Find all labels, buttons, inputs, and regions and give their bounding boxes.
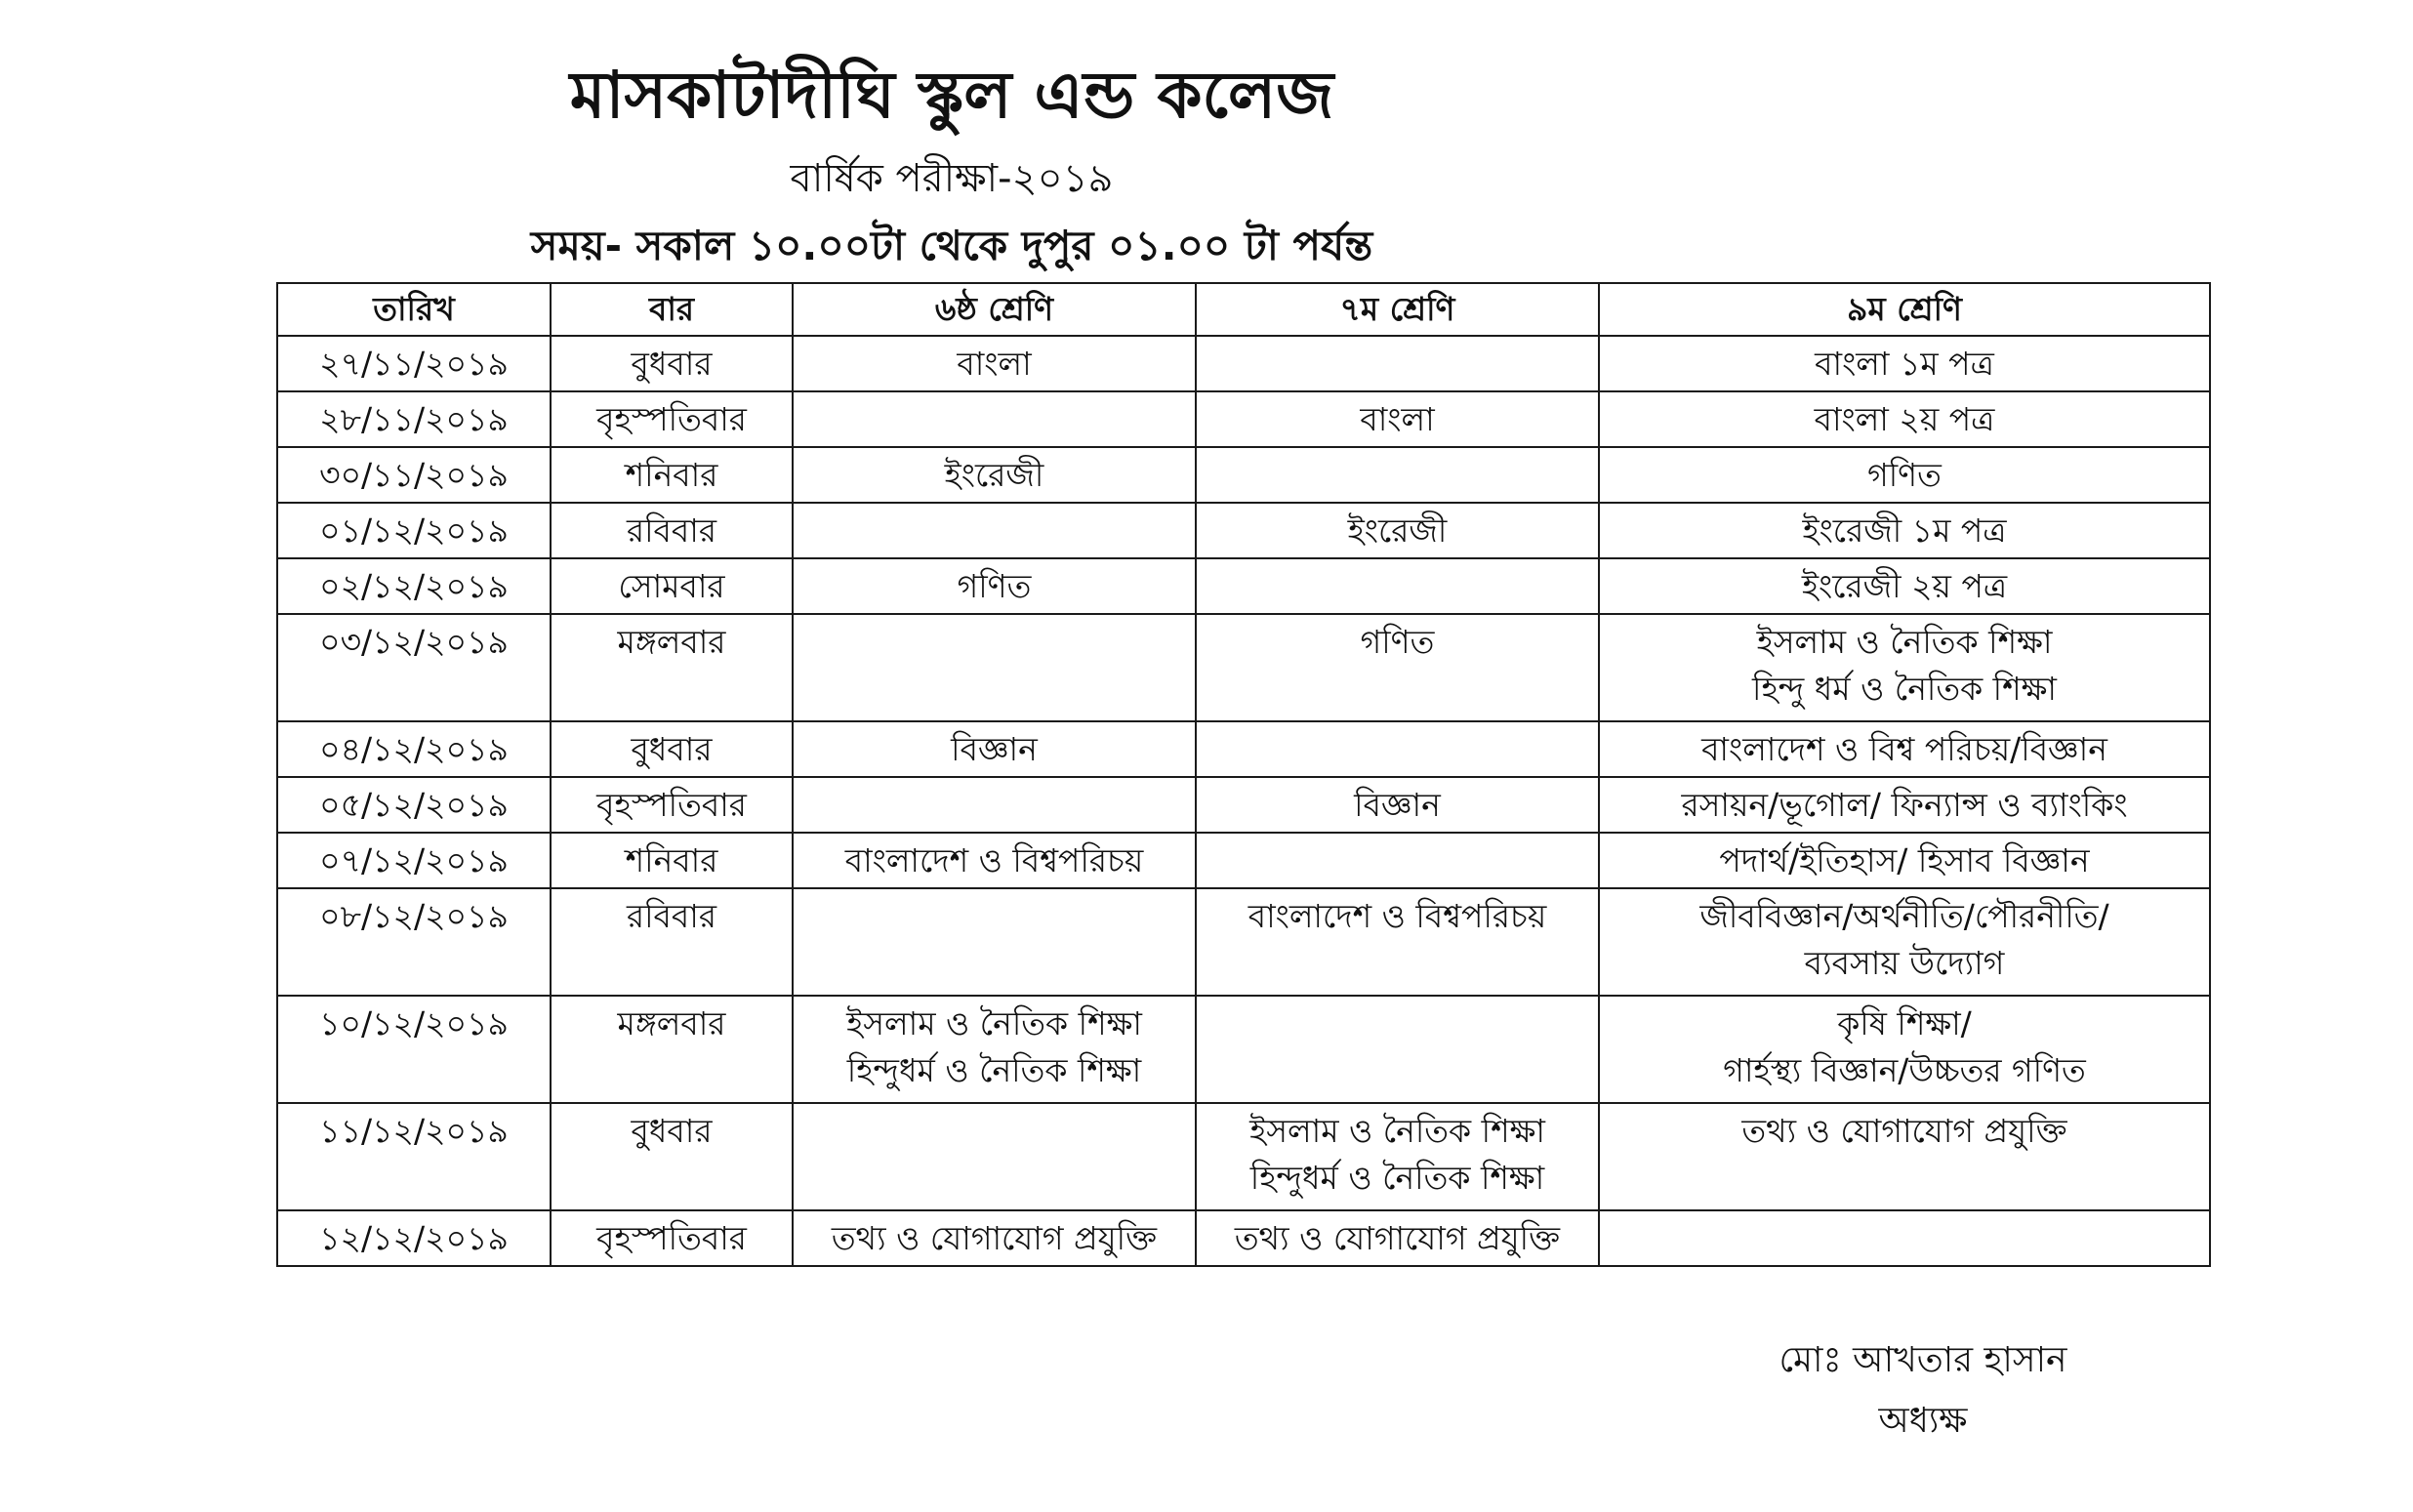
subject-line: বিজ্ঞান: [951, 730, 1038, 768]
exam-routine-table: [276, 282, 2211, 1267]
header-day: বার: [551, 283, 793, 336]
day-cell: বৃহস্পতিবার: [551, 391, 793, 447]
subject-line: গণিত: [1360, 623, 1435, 661]
class-7-cell: [1196, 447, 1599, 503]
subject-line: ইংরেজী ১ম পত্র: [1802, 511, 2007, 550]
table-row: [277, 721, 2210, 777]
subject-line: ইংরেজী: [1347, 511, 1448, 550]
class-9-cell: [1599, 336, 2210, 391]
subject-line: তথ্য ও যোগাযোগ প্রযুক্তি: [1741, 1112, 2067, 1150]
subject-line: বাংলাদেশ ও বিশ্বপরিচয়: [844, 841, 1144, 879]
date-cell: ০৪/১২/২০১৯: [277, 721, 551, 777]
class-6-cell: [793, 1103, 1196, 1210]
class-7-cell: [1196, 721, 1599, 777]
class-6-cell: [793, 447, 1196, 503]
signature-block: [1698, 1330, 2147, 1451]
header-date: তারিখ: [277, 283, 551, 336]
class-6-cell: [793, 503, 1196, 558]
exam-timing: সময়- সকাল ১০.০০টা থেকে দুপুর ০১.০০ টা পর্যন্ত: [530, 222, 1373, 269]
subject-line: পদার্থ/ইতিহাস/ হিসাব বিজ্ঞান: [1719, 841, 2090, 879]
date-cell: ০৩/১২/২০১৯: [277, 614, 551, 721]
table-header-row: [277, 283, 2210, 336]
class-7-cell: [1196, 1210, 1599, 1266]
table-row: [277, 336, 2210, 391]
class-6-cell: [793, 721, 1196, 777]
date-cell: ৩০/১১/২০১৯: [277, 447, 551, 503]
subject-line: হিন্দুধর্ম ও নৈতিক শিক্ষা: [846, 1051, 1142, 1089]
class-9-cell: [1599, 888, 2210, 996]
class-9-cell: [1599, 447, 2210, 503]
table-row: [277, 447, 2210, 503]
class-6-cell: [793, 1210, 1196, 1266]
class-7-cell: [1196, 996, 1599, 1103]
date-cell: ১০/১২/২০১৯: [277, 996, 551, 1103]
date-cell: ০৭/১২/২০১৯: [277, 833, 551, 888]
day-cell: বৃহস্পতিবার: [551, 777, 793, 833]
class-7-cell: [1196, 777, 1599, 833]
header-class-9: ৯ম শ্রেণি: [1599, 283, 2210, 336]
subject-line: হিন্দুধর্ম ও নৈতিক শিক্ষা: [1249, 1159, 1545, 1197]
day-cell: শনিবার: [551, 447, 793, 503]
subject-line: বাংলা: [957, 345, 1032, 383]
subject-line: ব্যবসায় উদ্যোগ: [1804, 944, 2005, 982]
class-9-cell: [1599, 996, 2210, 1103]
class-7-cell: [1196, 1103, 1599, 1210]
day-cell: বুধবার: [551, 336, 793, 391]
date-cell: ০২/১২/২০১৯: [277, 558, 551, 614]
class-6-cell: [793, 833, 1196, 888]
class-9-cell: [1599, 1210, 2210, 1266]
day-cell: বুধবার: [551, 1103, 793, 1210]
subject-line: ইসলাম ও নৈতিক শিক্ষা: [1249, 1112, 1545, 1150]
day-cell: রবিবার: [551, 888, 793, 996]
subject-line: বাংলা ১ম পত্র: [1815, 345, 1994, 383]
institution-name: মাসকাটাদীঘি স্কুল এন্ড কলেজ: [569, 58, 1334, 133]
date-cell: ১১/১২/২০১৯: [277, 1103, 551, 1210]
class-6-cell: [793, 391, 1196, 447]
subject-line: তথ্য ও যোগাযোগ প্রযুক্তি: [831, 1219, 1158, 1257]
subject-line: বিজ্ঞান: [1354, 786, 1441, 824]
table-row: [277, 833, 2210, 888]
class-9-cell: [1599, 777, 2210, 833]
class-9-cell: [1599, 833, 2210, 888]
subject-line: রসায়ন/ভূগোল/ ফিন্যান্স ও ব্যাংকিং: [1681, 786, 2128, 824]
class-9-cell: [1599, 721, 2210, 777]
table-row: [277, 1210, 2210, 1266]
date-cell: ০৮/১২/২০১৯: [277, 888, 551, 996]
day-cell: বৃহস্পতিবার: [551, 1210, 793, 1266]
table-body: [277, 336, 2210, 1266]
class-6-cell: [793, 558, 1196, 614]
table-row: [277, 391, 2210, 447]
class-9-cell: [1599, 391, 2210, 447]
day-cell: শনিবার: [551, 833, 793, 888]
subject-line: ইংরেজী: [944, 456, 1044, 494]
exam-title: বার্ষিক পরীক্ষা-২০১৯: [790, 156, 1114, 201]
table-row: [277, 777, 2210, 833]
subject-line: ইসলাম ও নৈতিক শিক্ষা: [1756, 623, 2053, 661]
day-cell: বুধবার: [551, 721, 793, 777]
class-6-cell: [793, 777, 1196, 833]
subject-line: বাংলা: [1360, 400, 1435, 438]
subject-line: হিন্দু ধর্ম ও নৈতিক শিক্ষা: [1752, 670, 2057, 708]
day-cell: মঙ্গলবার: [551, 614, 793, 721]
day-cell: সোমবার: [551, 558, 793, 614]
header-class-7: ৭ম শ্রেণি: [1196, 283, 1599, 336]
table-row: [277, 1103, 2210, 1210]
class-7-cell: [1196, 558, 1599, 614]
class-9-cell: [1599, 1103, 2210, 1210]
date-cell: ২৭/১১/২০১৯: [277, 336, 551, 391]
class-7-cell: [1196, 503, 1599, 558]
day-cell: মঙ্গলবার: [551, 996, 793, 1103]
principal-name: মোঃ আখতার হাসান: [1779, 1340, 2067, 1380]
subject-line: কৃষি শিক্ষা/: [1837, 1004, 1972, 1042]
subject-line: গার্হস্থ্য বিজ্ঞান/উচ্চতর গণিত: [1723, 1051, 2086, 1089]
date-cell: ০৫/১২/২০১৯: [277, 777, 551, 833]
class-7-cell: [1196, 888, 1599, 996]
class-9-cell: [1599, 558, 2210, 614]
subject-line: বাংলা ২য় পত্র: [1814, 400, 1995, 438]
date-cell: ১২/১২/২০১৯: [277, 1210, 551, 1266]
class-6-cell: [793, 888, 1196, 996]
subject-line: গণিত: [1867, 456, 1942, 494]
header-class-6: ৬ষ্ঠ শ্রেণি: [793, 283, 1196, 336]
subject-line: বাংলাদেশ ও বিশ্ব পরিচয়/বিজ্ঞান: [1701, 730, 2107, 768]
class-7-cell: [1196, 391, 1599, 447]
table-row: [277, 614, 2210, 721]
table-row: [277, 996, 2210, 1103]
table-row: [277, 888, 2210, 996]
date-cell: ০১/১২/২০১৯: [277, 503, 551, 558]
subject-line: ইংরেজী ২য় পত্র: [1801, 567, 2008, 605]
subject-line: জীববিজ্ঞান/অর্থনীতি/পৌরনীতি/: [1699, 897, 2109, 935]
day-cell: রবিবার: [551, 503, 793, 558]
class-6-cell: [793, 996, 1196, 1103]
date-cell: ২৮/১১/২০১৯: [277, 391, 551, 447]
table-row: [277, 503, 2210, 558]
subject-line: গণিত: [957, 567, 1032, 605]
class-6-cell: [793, 614, 1196, 721]
subject-line: বাংলাদেশ ও বিশ্বপরিচয়: [1247, 897, 1547, 935]
subject-line: ইসলাম ও নৈতিক শিক্ষা: [846, 1004, 1142, 1042]
class-9-cell: [1599, 503, 2210, 558]
class-7-cell: [1196, 614, 1599, 721]
principal-designation: অধ্যক্ষ: [1878, 1401, 1968, 1441]
class-7-cell: [1196, 336, 1599, 391]
table-row: [277, 558, 2210, 614]
subject-line: তথ্য ও যোগাযোগ প্রযুক্তি: [1234, 1219, 1561, 1257]
class-9-cell: [1599, 614, 2210, 721]
class-7-cell: [1196, 833, 1599, 888]
class-6-cell: [793, 336, 1196, 391]
